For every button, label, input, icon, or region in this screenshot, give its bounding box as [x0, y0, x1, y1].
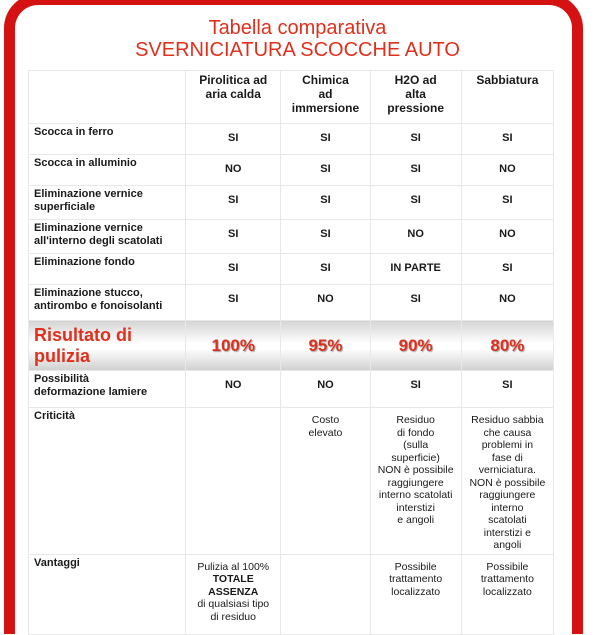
comparison-table: [28, 70, 554, 635]
cell-value: NO: [370, 220, 461, 254]
title-line-1: Tabella comparativa: [208, 17, 387, 39]
column-header-line: immersione: [291, 101, 360, 115]
row-label-line: all'interno degli scatolati: [34, 235, 163, 247]
row-label: [29, 124, 186, 155]
cell-line: verniciatura.: [478, 464, 536, 476]
cell-value: SI: [281, 254, 370, 285]
cell-line: angoli: [493, 539, 522, 551]
row-label-line: Scocca in alluminio: [34, 157, 137, 169]
cell-line: raggiungere: [387, 476, 444, 489]
cell-line: interno: [491, 501, 524, 514]
cell-line: ASSENZA: [208, 585, 259, 598]
row-label-line: pulizia: [34, 345, 91, 366]
cell-value: SI: [370, 186, 461, 220]
cell-line: scatolati: [488, 514, 527, 526]
column-header-line: Sabbiatura: [476, 73, 539, 87]
cell-line: che causa: [483, 426, 532, 439]
cell-line: di residuo: [210, 610, 256, 623]
cell-value: SI: [461, 186, 553, 220]
cell-value: NO: [461, 285, 553, 321]
cell-value: NO: [186, 155, 281, 186]
table-row: [29, 220, 554, 254]
cell-value: SI: [370, 124, 461, 155]
cell-value: [281, 554, 370, 634]
cell-value: 80%: [461, 321, 553, 371]
row-label: [29, 220, 186, 254]
table-row: [29, 254, 554, 285]
column-header-line: pressione: [387, 101, 444, 115]
row-label: [29, 254, 186, 285]
cell-line: trattamento: [389, 573, 443, 585]
row-label: [29, 371, 186, 408]
header-corner: [29, 71, 186, 124]
cell-line: di qualsiasi tipo: [197, 598, 270, 610]
table-row: [29, 285, 554, 321]
result-row: [29, 321, 554, 371]
table-row: [29, 155, 554, 186]
cell-line: NON è possibile: [377, 464, 454, 476]
cell-line: NON è possibile: [469, 476, 546, 489]
cell-value: [186, 554, 281, 634]
cell-value: NO: [461, 155, 553, 186]
cell-value: NO: [281, 371, 370, 408]
row-label-line: Eliminazione vernice: [34, 222, 143, 234]
criticita-row: [29, 408, 554, 555]
cell-line: TOTALE: [212, 573, 254, 585]
cell-line: interno scatolati: [378, 489, 453, 501]
row-label-line: Eliminazione vernice: [34, 188, 143, 200]
cell-line: localizzato: [482, 585, 532, 598]
cell-line: interstizi e: [483, 526, 531, 539]
vantaggi-row: [29, 554, 554, 634]
cell-line: Pulizia al 100%: [197, 560, 270, 573]
cell-value: SI: [370, 371, 461, 408]
cell-value: SI: [281, 155, 370, 186]
header-row: [29, 71, 554, 124]
cell-line: Residuo sabbia: [471, 414, 544, 426]
row-label-line: Vantaggi: [34, 556, 80, 569]
column-header-line: H2O ad: [394, 73, 437, 87]
cell-line: raggiungere: [479, 489, 536, 501]
row-label-line: Criticità: [34, 410, 75, 422]
cell-line: Costo: [311, 414, 340, 426]
cell-line: (sulla: [403, 439, 429, 451]
cell-value: [370, 408, 461, 555]
cell-value: SI: [370, 155, 461, 186]
cell-value: SI: [461, 124, 553, 155]
column-header-line: aria calda: [205, 87, 261, 101]
row-label: [29, 155, 186, 186]
cell-line: trattamento: [480, 573, 534, 585]
cell-line: fase di: [491, 451, 523, 464]
column-header: [370, 71, 461, 124]
column-header: [281, 71, 370, 124]
row-label-line: antirombo e fonoisolanti: [34, 300, 163, 312]
row-label: [29, 554, 186, 634]
column-header-line: alta: [405, 87, 426, 101]
cell-value: [186, 408, 281, 555]
cell-line: superficie): [391, 451, 440, 464]
cell-value: [370, 554, 461, 634]
cell-value: SI: [186, 285, 281, 321]
cell-line: elevato: [308, 426, 343, 439]
cell-line: Possibile: [394, 560, 437, 573]
row-label: [29, 408, 186, 555]
cell-line: Residuo: [396, 414, 435, 426]
cell-line: problemi in: [481, 439, 534, 451]
cell-line: e angoli: [397, 514, 435, 526]
page-title: [15, 17, 580, 61]
row-label-line: Eliminazione fondo: [34, 256, 135, 268]
column-header-line: Chimica: [302, 73, 349, 87]
cell-value: SI: [461, 371, 553, 408]
cell-value: SI: [281, 186, 370, 220]
cell-value: [281, 408, 370, 555]
row-label: [29, 321, 186, 371]
cell-value: SI: [370, 285, 461, 321]
cell-value: 100%: [186, 321, 281, 371]
cell-value: SI: [186, 124, 281, 155]
cell-value: NO: [281, 285, 370, 321]
row-label: [29, 186, 186, 220]
cell-line: Possibile: [486, 560, 529, 573]
row-label-line: deformazione lamiere: [34, 386, 148, 398]
column-header-line: ad: [318, 87, 333, 101]
row-label-line: Possibilità: [34, 373, 90, 385]
cell-value: [461, 408, 553, 555]
cell-value: 90%: [370, 321, 461, 371]
row-label: [29, 285, 186, 321]
table-row: [29, 371, 554, 408]
cell-line: di fondo: [396, 426, 435, 439]
cell-value: [461, 554, 553, 634]
cell-value: SI: [281, 124, 370, 155]
cell-value: SI: [186, 254, 281, 285]
column-header-line: Pirolitica ad: [199, 73, 268, 87]
table-row: [29, 124, 554, 155]
cell-value: NO: [461, 220, 553, 254]
cell-line: interstizi: [396, 501, 435, 514]
cell-value: SI: [186, 220, 281, 254]
title-line-2: SVERNICIATURA SCOCCHE AUTO: [135, 39, 460, 61]
row-label-line: Scocca in ferro: [34, 126, 114, 138]
table-row: [29, 186, 554, 220]
cell-value: 95%: [281, 321, 370, 371]
cell-value: SI: [461, 254, 553, 285]
row-label-line: Risultato di: [34, 324, 132, 345]
row-label-line: superficiale: [34, 201, 96, 213]
cell-line: localizzato: [391, 585, 441, 598]
cell-value: SI: [281, 220, 370, 254]
cell-value: IN PARTE: [370, 254, 461, 285]
cell-value: NO: [186, 371, 281, 408]
cell-value: SI: [186, 186, 281, 220]
column-header: [186, 71, 281, 124]
row-label-line: Eliminazione stucco,: [34, 287, 143, 299]
column-header: [461, 71, 553, 124]
